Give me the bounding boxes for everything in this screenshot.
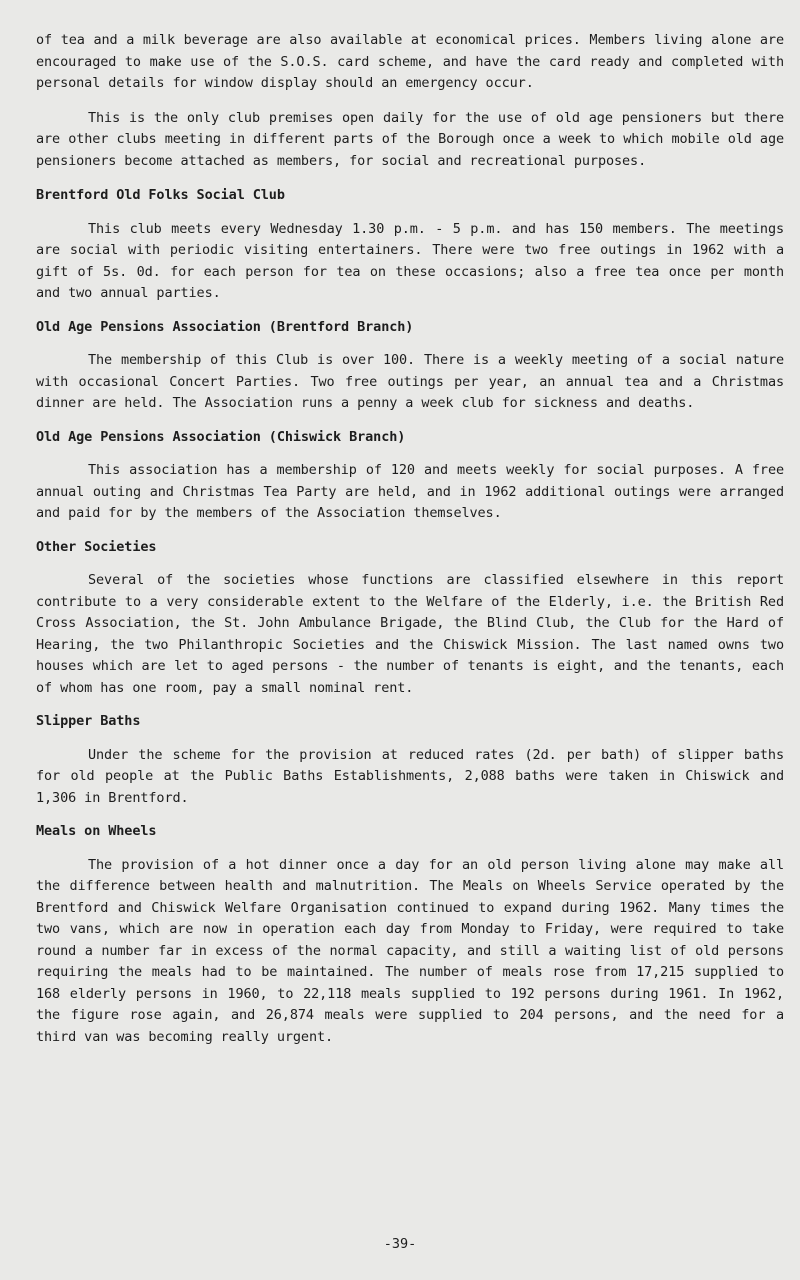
section-heading-meals-on-wheels: Meals on Wheels xyxy=(36,823,157,839)
section-body-meals-on-wheels: The provision of a hot dinner once a day for an old person living alone may make all the difference between health and malnutrition. The Meals on Wheels Service operated by the Brentford and Chiswick Welfare Organisation continued to expand during 1962. Many times the two vans, which are now in operation each day from Monday to Friday, were required to take round a number far in excess of the normal capacity, and still a waiting list of old persons requiring the meals had to be maintained. The number of meals rose from 17,215 supplied to 168 elderly persons in 1960, to 22,118 meals supplied to 192 persons during 1961. In 1962, the figure rose again, and 26,874 meals were supplied to 204 persons, and the need for a third van was becoming really urgent. xyxy=(36,856,784,1045)
section-body-brentford-old-folks: This club meets every Wednesday 1.30 p.m. - 5 p.m. and has 150 members. The meetings are social with periodic visiting entertainers. There were two free outings in 1962 with a gift of 5s. 0d. for each person for tea on these occasions; also a free tea once per month and two annual parties. xyxy=(36,220,784,301)
section-body-oapa-brentford: The membership of this Club is over 100. There is a weekly meeting of a social nature with occasional Concert Parties. Two free outings per year, an annual tea and a Christmas dinner are held. The Association runs a penny a week club for sickness and deaths. xyxy=(36,352,784,411)
section-heading-other-societies: Other Societies xyxy=(36,538,157,555)
premises-paragraph: This is the only club premises open daily for the use of old age pensioners but there are other clubs meeting in different parts of the Borough once a week to which mobile old age pensioners become attached as members, for social and recreational purposes. xyxy=(36,109,784,169)
section-body-slipper-baths: Under the scheme for the provision at reduced rates (2d. per bath) of slipper baths for old people at the Public Baths Establishments, 2,088 baths were taken in Chiswick and 1,306 in Brentford. xyxy=(36,746,784,806)
section-heading-oapa-brentford: Old Age Pensions Association (Brentford Branch) xyxy=(36,318,414,335)
section-body-oapa-chiswick: This association has a membership of 120 and meets weekly for social purposes. A free annual outing and Christmas Tea Party are held, and in 1962 additional outings were arranged and paid for by the members of the Association themselves. xyxy=(36,462,784,521)
page-number: -39- xyxy=(383,1236,417,1252)
intro-paragraph: of tea and a milk beverage are also available at economical prices. Members living alone are encouraged to make use of the S.O.S. card scheme, and have the card ready and completed with personal details for window display should an emergency occur. xyxy=(36,32,784,91)
document-page xyxy=(36,30,784,1048)
section-heading-brentford-old-folks: Brentford Old Folks Social Club xyxy=(36,187,285,203)
section-heading-slipper-baths: Slipper Baths xyxy=(36,713,141,729)
section-body-other-societies: Several of the societies whose functions are classified elsewhere in this report contribute to a very considerable extent to the Welfare of the Elderly, i.e. the British Red Cross Association, the St. John Ambulance Brigade, the Blind Club, the Club for the Hard of Hearing, the two Philanthropic Societies and the Chiswick Mission. The last named owns two houses which are let to aged persons - the number of tenants is eight, and the tenants, each of whom has one room, pay a small nominal rent. xyxy=(36,572,784,696)
section-heading-oapa-chiswick: Old Age Pensions Association (Chiswick Branch) xyxy=(36,428,406,445)
